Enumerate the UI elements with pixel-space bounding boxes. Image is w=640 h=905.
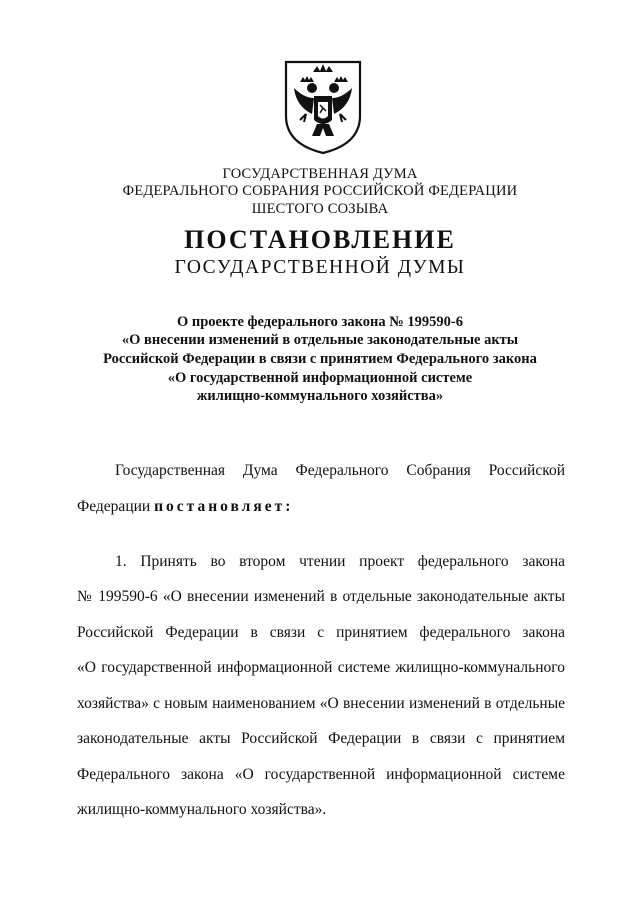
item1-line-2: № 199590-6 «О внесении изменений в отдельные законодательные акты [77,588,565,605]
subject-line-2: «О внесении изменений в отдельные законодательные акты [121,332,519,348]
subject-line-1: О проекте федерального закона № 199590-6 [176,314,464,330]
item1-line-3: Российской Федерации в связи с принятием федерального закона [77,624,565,641]
document-title: ПОСТАНОВЛЕНИЕ [184,225,456,254]
subject-line-5: жилищно-коммунального хозяйства» [196,388,444,404]
item1-line-8: жилищно-коммунального хозяйства». [77,801,327,818]
header-line-3: ШЕСТОГО СОЗЫВА [251,201,389,217]
item1-line-1: 1. Принять во втором чтении проект федерального закона [115,553,565,570]
document-issuer: ГОСУДАРСТВЕННОЙ ДУМЫ [174,257,466,278]
state-emblem-icon [282,58,364,156]
item1-line-4: «О государственной информационной системе жилищно-коммунального [77,659,565,676]
item1-line-7: Федерального закона «О государственной информационной системе [77,766,565,783]
item1-line-6: законодательные акты Российской Федерации в связи с принятием [77,730,565,747]
decree-keyword: постановляет: [154,498,294,515]
item1-line-5: хозяйства» с новым наименованием «О внесении изменений в отдельные [77,695,565,712]
preamble-line-1: Государственная Дума Федерального Собрания Российской [115,462,565,479]
header-line-2: ФЕДЕРАЛЬНОГО СОБРАНИЯ РОССИЙСКОЙ ФЕДЕРАЦИИ [122,183,518,199]
subject-line-4: «О государственной информационной системе [167,370,473,386]
header-line-1: ГОСУДАРСТВЕННАЯ ДУМА [222,166,418,182]
subject-line-3: Российской Федерации в связи с принятием Федерального закона [103,351,537,367]
preamble-line-2 [77,497,293,517]
coat-of-arms-icon [282,58,364,156]
preamble-text: Федерации [77,498,151,515]
